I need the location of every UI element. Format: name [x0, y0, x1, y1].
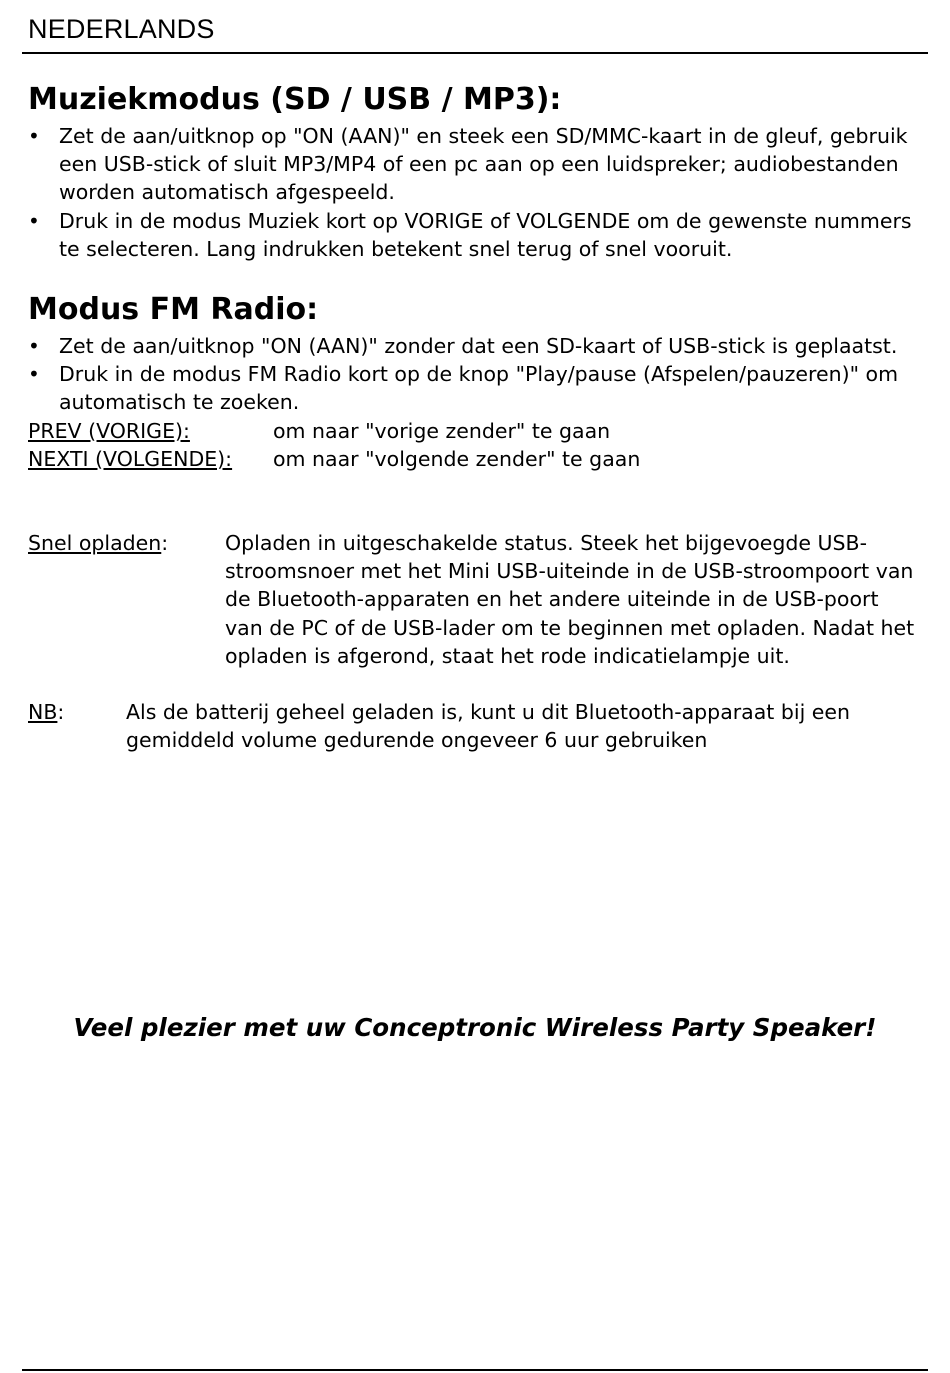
next-station-row — [28, 445, 918, 473]
header-divider — [22, 52, 928, 54]
closing-message: Veel plezier met uw Conceptronic Wireless Party Speaker! — [73, 1013, 877, 1042]
prev-description: om naar "vorige zender" te gaan — [273, 418, 611, 443]
list-item: • Zet de aan/uitknop "ON (AAN)" zonder dat een SD-kaart of USB-stick is geplaatst. — [28, 332, 918, 360]
fast-charging-description: Opladen in uitgeschakelde status. Steek het bijgevoegde USB-stroomsnoer met het Mini USB-uiteinde in de USB-stroompoort van de Bluetooth-apparaten en het andere uiteinde in de USB-poort van de PC of de USB-lader om te beginnen met opladen. Nadat het opladen is afgerond, staat het rode indicatielampje uit. — [225, 531, 915, 668]
note-term: NB — [28, 700, 58, 725]
fm-radio-heading: Modus FM Radio: — [28, 292, 319, 328]
music-mode-heading: Muziekmodus (SD / USB / MP3): — [28, 82, 562, 117]
prev-label: PREV (VORIGE): — [28, 418, 190, 443]
note-colon: : — [57, 700, 65, 725]
page-content — [28, 78, 918, 754]
prev-station-row — [28, 417, 918, 445]
note-label — [28, 698, 126, 754]
footer-divider — [22, 1369, 928, 1371]
list-item: • Druk in de modus FM Radio kort op de knop "Play/pause (Afspelen/pauzeren)" om automatisch te zoeken. — [28, 360, 918, 416]
fast-charging-term: Snel opladen — [28, 531, 162, 556]
list-item: • Zet de aan/uitknop op "ON (AAN)" en steek een SD/MMC-kaart in de gleuf, gebruik een USB-stick of sluit MP3/MP4 of een pc aan op een luidspreker; audiobestanden worden automatisch afgespeeld. — [28, 122, 918, 207]
fm-radio-list — [28, 332, 918, 417]
fast-charging-colon: : — [161, 531, 169, 556]
music-mode-list — [28, 122, 918, 263]
note-description: Als de batterij geheel geladen is, kunt u dit Bluetooth-apparaat bij een gemiddeld volume gedurende ongeveer 6 uur gebruiken — [126, 700, 850, 753]
next-label: NEXTI (VOLGENDE): — [28, 446, 233, 471]
next-description: om naar "volgende zender" te gaan — [273, 446, 641, 471]
note-row — [28, 698, 918, 754]
music-mode-section — [28, 78, 918, 263]
fm-radio-section — [28, 288, 918, 473]
list-item: • Druk in de modus Muziek kort op VORIGE of VOLGENDE om de gewenste nummers te selecteren. Lang indrukken betekent snel terug of snel vooruit. — [28, 207, 918, 263]
fast-charging-label — [28, 529, 225, 670]
fast-charging-row — [28, 529, 918, 670]
language-header: NEDERLANDS — [28, 14, 215, 44]
